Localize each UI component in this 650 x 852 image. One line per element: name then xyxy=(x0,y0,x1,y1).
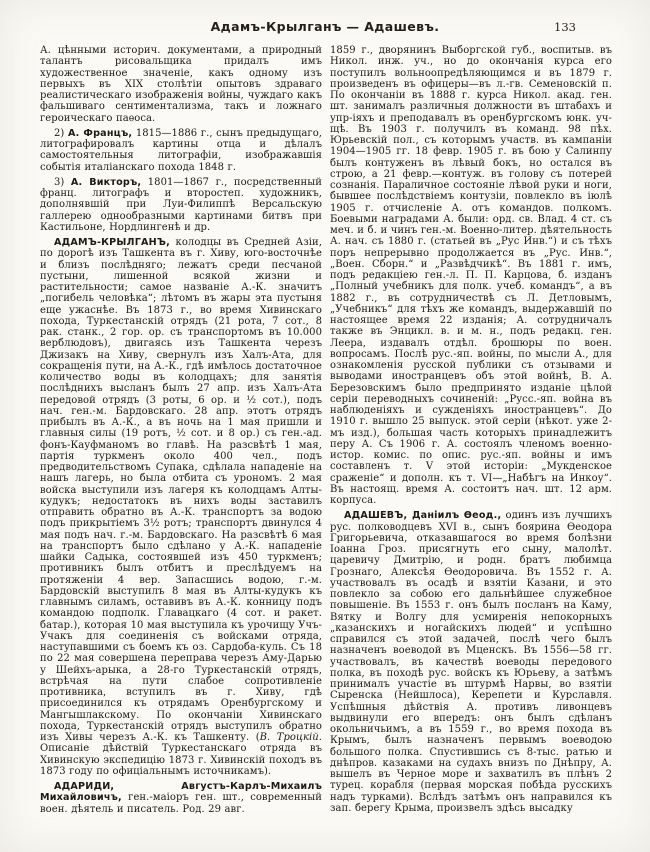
text-run: Описаніе дѣйствій Туркестанскаго отряда въ Хивинскую экспедицію 1873 г. Хивинскій походъ въ 1873 году по офиціальнымъ источникамъ). xyxy=(40,743,322,777)
headword: А. Викторъ, xyxy=(70,176,142,188)
text-run: колодцы въ Средней Азіи, по дорогѣ изъ Ташкента въ г. Хиву, юго-восточнѣе и близъ послѣдняго; лежатъ среди песчаной пустыни, лишенной всякой жизни и растительности; самое названіе А.-К. значитъ „погибель человѣка“; лѣтомъ въ жары эта пустыня еще ужаснѣе. Въ 1873 г., во время Хивинскаго похода, Туркестанскій отрядъ (21 рота, 7 сот., 8 рак. станк., 2 гор. ор. съ транспортомъ въ 10.000 верблюдовъ), двигаясь изъ Ташкента черезъ Джизакъ на Хиву, свернулъ изъ Халъ-Ата, для сокращенія пути, на А.-К., гдѣ имѣлось достаточное количество воды въ колодцахъ; для занятія послѣднихъ высланъ былъ 27 апр. изъ Халъ-Ата передовой отрядъ (3 роты, 6 ор. и ½ сот.), подъ нач. ген.-м. Бардовскаго. 28 апр. этотъ отрядъ прибылъ въ А.-К., а въ ночь на 1 мая пришли и главныя силы (19 ротъ, ½ сот. и 8 ор.) съ ген.-ад. фонъ-Кауфманомъ во главѣ. На разсвѣтѣ 1 мая, партія туркменъ около 400 чел., подъ предводительствомъ Супака, сдѣлала нападеніе на нашъ лагерь, но была отбита съ урономъ. 2 мая войска выступили изъ лагеря къ колодцамъ Алты-кудукъ; недостатокъ въ нихъ воды заставилъ отправить обратно въ А.-К. транспортъ за водою подъ прикрытіемъ 3½ ротъ; транспортъ двинулся 4 мая подъ нач. г.-м. Бардовскаго. На разсвѣтѣ 6 мая на транспортъ было сдѣлано у А.-К. нападеніе шайки Садыка, состоявшей изъ 450 туркменъ; противникъ былъ отбитъ и преслѣдуемъ на протяженіи 4 вер. Запасшись водою, г.-м. Бардовскій выступилъ 8 мая въ Алты-кудукъ къ главнымъ силамъ, оставивъ въ А.-К. конницу подъ командою подполк. Главацкаго (4 сот. и ракет. батар.), которая 10 мая выступила къ урочищу Учъ-Учакъ для соединенія съ войсками отряда, наступавшими съ боемъ къ оз. Сардоба-куль. Съ 18 по 22 мая совершена переправа черезъ Аму-Дарью у Шейхъ-арыка, а 28-го Туркестанскій отрядъ, встрѣчая на пути слабое сопротивленіе противника, вступилъ въ г. Хиву, гдѣ присоединился къ отрядамъ Оренбургскому и Мангышлакскому. По окончаніи Хивинскаго похода, Туркестанскій отрядъ выступилъ обратно изъ Хивы черезъ А.-К. къ Ташкенту. ( xyxy=(40,237,322,743)
paragraph-adaridi-continuation xyxy=(330,45,612,506)
paragraph-adam-continuation xyxy=(40,45,322,124)
entry-adam-krylgan xyxy=(40,237,322,777)
text-run: 3) xyxy=(54,176,71,188)
running-header-title: Адамъ-Крылганъ — Адашевъ. xyxy=(210,19,440,34)
text-run: 1815—1886 г., сынъ предыдущаго, литографировалъ картины отца и дѣлалъ самостоятельныя литографіи, изображавшія событія италіанскаго похода 1848 г. xyxy=(40,127,322,173)
text-run: 1859 г., дворянинъ Выборгской губ., воспитыв. въ Никол. инж. уч., но до окончанія курса его поступилъ вольноопредѣляющимся и въ 1879 г. произведенъ въ офицеры—въ л.-гв. Семеновскій п. По окончаніи въ 1888 г. курса Никол. акад. ген. шт. занималъ различныя должности въ штабахъ и упр-іяхъ и преподавалъ въ оренбургскомъ юнк. уч-щѣ. Въ 1903 г. получилъ въ команд. 98 пѣх. Юрьевскій пол., съ которымъ участв. въ кампаніи 1904—1905 гг. 18 февр. 1905 г. въ бою у Салинпу былъ контуженъ въ лѣвый бокъ, но остался въ строю, а 21 февр.—контуж. въ голову съ потерей сознанія. Параличное состояніе лѣвой руки и ноги, бывшее послѣдствіемъ контузіи, повлекло въ іюлѣ 1905 г. отчисленіе А. отъ командов. полкомъ. Боевыми наградами А. были: орд. св. Влад. 4 ст. съ меч. и б. и чинъ ген.-м. Военно-литер. дѣятельность А. нач. съ 1880 г. (статьей въ „Рус Инв.“) и съ тѣхъ поръ непрерывно продолжается въ „Рус. Инв.“, „Воен. Сборн.“ и „Развѣдчикѣ“. Въ 1881 г. имъ, подъ редакціею ген.-л. П. П. Карцова, б. изданъ „Полный учебникъ для полк. учеб. командъ“, а въ 1882 г., въ сотрудничествѣ съ Л. Детловымъ, „Учебникъ“ для тѣхъ же командъ, выдержавшій по настоящее время 22 изданія; А. сотрудничалъ также въ Энцикл. в. и м. н., подъ редакц. ген. Леера, издавалъ отдѣл. брошюры по воен. вопросамъ. Послѣ рус.-яп. войны, по мысли А., для ознакомленія русской публики съ отзывами и выводами иностранцевъ объ этой войнѣ, В. А. Березовскимъ было предпринято изданіе цѣлой серіи переводныхъ сочиненій: „Русс.-яп. война въ наблюденіяхъ и сужденіяхъ иностранцевъ“. До 1910 г. вышло 25 выпуск. этой серіи (нѣкот. уже 2-мъ изд.), большая часть которыхъ принадлежитъ перу А. Съ 1906 г. А. состоялъ членомъ военно-истор. комис. по опис. рус.-яп. войны и имъ составленъ т. V этой исторіи: „Мукденское сраженіе“ и дополн. къ т. VI—„Набѣгъ на Инкоу“. Въ настоящ. время А. состоитъ нач. шт. 12 арм. корпуса. xyxy=(330,45,612,506)
headword: АДАШЕВЪ, Даніилъ Ѳеод., xyxy=(344,510,502,522)
entry-adaridi xyxy=(40,781,322,815)
text-run: 1801—1867 г., посредственный франц. литографъ и второстеп. художникъ, дополнявшій при Луи-Филиппѣ Версальскую галлерею однообразными картинами битвъ при Кастильоне, Нордлингенѣ и др. xyxy=(40,176,322,233)
text-run: А. цѣнными историч. документами, а природный талантъ рисовальщика придалъ имъ художественное значеніе, какъ одному изъ первыхъ въ XIX столѣтіи опытовъ здраваго реалистическаго изображенія войны, чуждаго какъ фальшиваго сентиментализма, такъ и ложнаго героическаго паѳоса. xyxy=(40,45,322,124)
headword: АДАМЪ-КРЫЛГАНЪ, xyxy=(54,237,170,248)
headword: АДАРИДИ, Августъ-Карлъ-Михаилъ Михайловичъ, xyxy=(40,781,322,804)
entry-adam-viktor xyxy=(40,177,322,233)
left-column xyxy=(40,45,322,852)
right-column xyxy=(330,45,612,852)
citation-author: В. Троцкій. xyxy=(259,732,322,743)
headword: А. Францъ, xyxy=(67,127,133,139)
text-run: одинъ изъ лучшихъ рус. полководцевъ XVI в., сынъ боярина Ѳеодора Григорьевича, отказавшагося во время болѣзни Іоанна Гроз. присягнуть его сыну, малолѣт. царевичу Дмитрію, и родн. братъ любимца Грознаго, Алексѣя Ѳеодоровича. Въ 1552 г. А. участвовалъ въ осадѣ и взятіи Казани, и это повлекло за собою его дальнѣйшее служебное повышеніе. Въ 1553 г. онъ былъ посланъ на Каму, Вятку и Волгу для усмиренія непокорныхъ „казанскихъ и ногайскихъ людей“ и успѣшно справился съ этой задачей, послѣ чего былъ назначенъ воеводой въ Мценскъ. Въ 1556—58 гг. участвовалъ, въ качествѣ воеводы передового полка, въ походѣ рус. войскъ къ Юрьеву, а затѣмъ принималъ участіе въ штурмѣ Нарвы, во взятіи Сыренска (Нейшлоса), Керепети и Курславля. Успѣшныя дѣйствія А. противъ ливонцевъ выдвинули его впередъ: онъ былъ сдѣланъ окольничьимъ, а въ 1559 г., во время похода въ Крымъ, былъ назначенъ первымъ воеводою большого полка. Спустившись съ 8-тыс. ратью и днѣпров. казаками на судахъ внизъ по Днѣпру, А. вышелъ въ Черное море и захватилъ въ плѣнъ 2 турец. корабля (первая морская побѣда русскихъ надъ турками). Вслѣдъ затѣмъ онъ направился къ зап. берегу Крыма, произвелъ здѣсь высадку xyxy=(330,510,612,814)
page-number: 133 xyxy=(554,20,576,34)
text-run: 2) xyxy=(54,127,68,139)
page-header xyxy=(0,19,650,37)
entry-adam-franz xyxy=(40,128,322,173)
text-run: ген.-маіоръ ген. шт., современный воен. дѣятель и писатель. Род. 29 авг. xyxy=(40,792,322,815)
entry-adashev xyxy=(330,510,612,814)
text-columns xyxy=(40,45,612,852)
